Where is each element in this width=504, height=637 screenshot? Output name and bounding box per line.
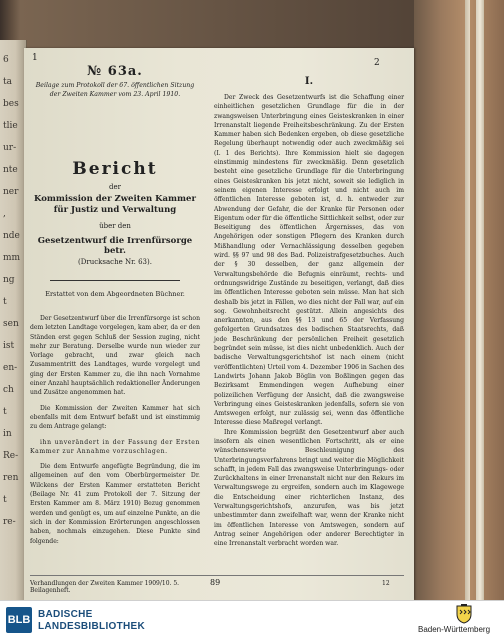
library-footer-bar [0,600,504,637]
blb-logo[interactable]: BLB [6,607,32,633]
bill-title: Gesetzentwurf die Irrenfürsorge betr. [37,236,193,256]
left-page-number: 1 [32,53,38,63]
right-page-number: 2 [374,58,380,68]
drucksache-ref: (Drucksache Nr. 63). [78,258,152,266]
body-paragraph-emphasis: ihn unverändert in der Fassung der Ersten Kammer zur Annahme vorzuschlagen. [30,438,200,455]
body-paragraph: Die Kommission der Zweiten Kammer hat sich ebenfalls mit dem Entwurf befaßt und ist einstimmig zu dem Antrage gelangt: [30,404,200,431]
right-column [214,76,404,549]
edge-text-fragment: , [3,209,6,219]
edge-text-fragment: mm [3,253,21,263]
previous-page-edge [0,40,27,600]
document-page [24,48,414,600]
body-paragraph: Der Gesetzentwurf über die Irrenfürsorge ist schon dem letzten Landtage vorgelegen, kam aber, da er den Ständen erst gegen Schluß der Session zuging, nicht mehr zur Beratung. Derselbe wurde nun wieder zur Vorlage gebracht, und zwar gleich nach Zusammentritt des Landtages, wurde vorgelegt und ging der Ersten Kammer zu, die ihn nach Vornahme einer Anzahl hauptsächlich redaktioneller Änderungen und Zusätze angenommen hat. [30,315,200,397]
edge-text-fragment: ta [3,77,12,87]
library-name-line2: LANDESBIBLIOTHEK [38,621,146,632]
edge-text-fragment: en- [3,363,18,373]
edge-text-fragment: ng [3,275,15,285]
edge-text-fragment: in [3,429,12,439]
edge-text-fragment: t [3,495,7,505]
edge-text-fragment: nte [3,165,18,175]
book-page-edges [414,0,504,600]
left-column [30,62,200,546]
body-paragraph: Ihre Kommission begrüßt den Gesetzentwurf aber auch insofern als einen wesentlichen Fortschritt, als er eine wünschenswerte Beschleunigung des Unterbringungsverfahrens bringt und weiter die Möglichkeit schafft, in jedem Fall das zwangsweise Unterbringungs- oder Zurückhaltens in einer Irrenanstalt nicht nur den Rekurs im Verwaltungswege zu ergreifen, sondern auch im Klagewege die Entscheidung einer richterlichen Instanz, des Verwaltungsgerichtshofs, anzurufen, was bis jetzt unbestimmter dann zweifelhaft war, wenn der Kranke nicht im öffentlichen Interesse von Amtswegen, sondern auf Antrag seiner Angehörigen oder anderer Berechtigter in eine Irrenanstalt verbracht worden war. [214,428,404,548]
footer-source: Verhandlungen der Zweiten Kammer 1909/10. 5. Beilagenheft. [30,580,180,594]
section-heading: I. [304,76,314,87]
footer-page-number: 89 [210,578,221,587]
edge-text-fragment: t [3,407,7,417]
edge-text-fragment: ch [3,385,14,395]
footer-rule [30,575,404,576]
edge-text-fragment: nde [3,231,20,241]
library-name-line1: BADISCHE [38,609,93,620]
page-edge-stripe [465,0,470,600]
state-label: Baden-Württemberg [418,625,491,634]
edge-text-fragment: ur- [3,143,17,153]
body-paragraph: Der Zweck des Gesetzentwurfs ist die Schaffung einer einheitlichen gesetzlichen Grundlage für die in der zwangsweisen Unterbringung eines Geisteskranken in einer Irrenanstalt liegende Freiheitsbeschränkung. Zu der Ersten Kammer haben sich Bedenken ergeben, ob diese gesetzliche Regelung überhaupt notwendig oder auch zweckmäßig sei (I. 1 des Berichts). Ihre Kommission hielt sie dagegen einstimmig mindestens für zweckmäßig. Denn gesetzlich besteht eine gesetzliche Grundlage für die Unterbringung eines Geisteskranken bis jetzt nicht, soweit sie lediglich in seinem eigenen Interesse erfolgt und nicht auch im öffentlichen Interesse geboten ist, d. h. entweder zur Abwendung der Gefahr, die der Kranke für Personen oder Eigentum oder für die öffentliche Sittlichkeit selbst, oder zur Beseitigung des öffentlichen Ärgernisses, das von Angehörigen oder sonstigen Pflegern des Kranken durch Mißhandlung oder Vernachlässigung desselben gegeben wird. §§ 97 und 98 des Bad. Polizeistrafgesetzbuches. Auch der § 30 desselben, der ganz allgemein der Verwaltungsbehörde die Befugnis einräumt, rechts- und ordnungswidrige Zustände zu beseitigen, verlangt, daß dies im öffentlichen Interesse geboten sein müsse. Man hat sich deshalb bis jetzt in Fällen, wo dies nicht der Fall war, auf ein sog. Gewohnheitsrecht gestützt. Allein angesichts des anerkannten, aus den §§ 13 und 65 der Verfassung gefolgerten Grundsatzes des badischen Staatsrechts, daß jede Beschränkung der persönlichen Freiheit gesetzlich begründet sein müsse, ist dies nicht unbedenklich. Auch der badische Verwaltungsgerichtshof ist nach einem (nicht veröffentlichten) Urteil vom 4. Dezember 1906 in Sachen des Landwirts Johann Jakob Böglin von Boßlingen gegen das Bezirksamt Emmendingen wegen Aufhebung einer polizeilichen Verfügung der Ansicht, daß die zwangsweise Verbringung eines Geisteskranken jedenfalls, sofern sie von Amtswegen erfolgt, nur zulässig sei, wenn das öffentliche Interesse diese Maßregel verlangt. [214,94,404,427]
document-subtitle: Beilage zum Protokoll der 67. öffentlichen Sitzung der Zweiten Kammer vom 23. April 1910. [35,82,195,98]
reporter-line: Erstattet von dem Abgeordneten Büchner. [45,290,185,298]
title-der: der [109,183,121,191]
edge-text-fragment: bes [3,99,19,109]
edge-text-fragment: tlie [3,121,18,131]
edge-text-fragment: re- [3,517,16,527]
report-title: Bericht [72,159,158,179]
title-rule [50,280,180,281]
edge-text-fragment: t [3,297,7,307]
library-name[interactable] [38,609,145,633]
edge-text-fragment: ren [3,473,19,483]
edge-text-fragment: sen [3,319,19,329]
page-edge-stripe [476,0,484,600]
title-ueber: über den [99,222,131,230]
document-number: № 63a. [87,64,143,79]
edge-text-fragment: Re- [3,451,19,461]
commission-name: Kommission der Zweiten Kammer für Justiz und Verwaltung [34,194,196,215]
edge-text-fragment: ner [3,187,19,197]
body-paragraph: Die dem Entwurfe angefügte Begründung, die im allgemeinen auf den vom Oberbürgermeister Dr. Wilckens der Ersten Kammer erstatteten Bericht (Beilage Nr. 41 zum Protokoll der 7. Sitzung der Ersten Kammer am 8. März 1910) Bezug genommen werden und genügt es, um auf einzelne Punkte, an die sich in der Kommission Erörterungen angeschlossen haben, nochmals einzugehen. Diese Punkte sind folgende: [30,463,200,545]
edge-text-fragment: ist [3,341,15,351]
coat-of-arms-icon [455,604,473,624]
edge-text-fragment: 6 [3,55,9,65]
footer-sheet-number: 12 [382,580,390,587]
